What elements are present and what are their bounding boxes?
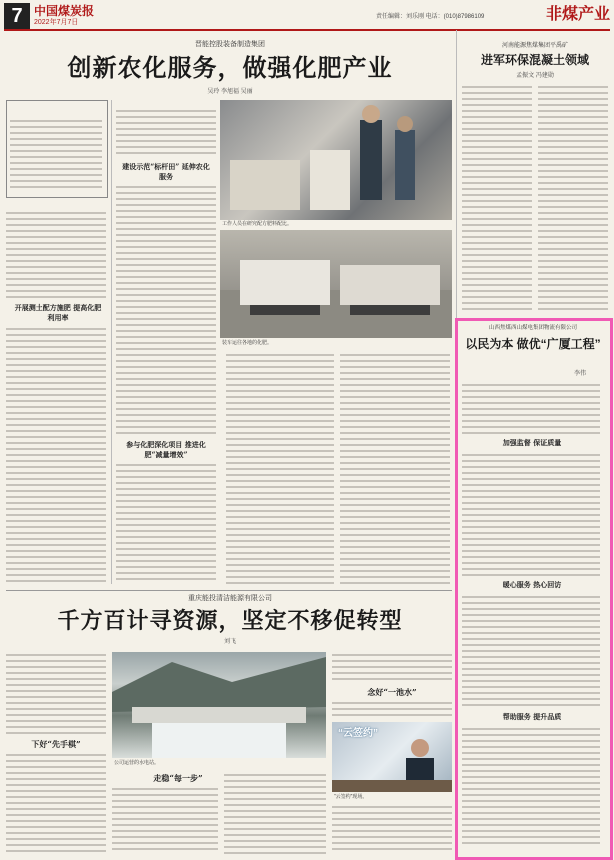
top-col3-text xyxy=(226,352,334,584)
right-article-kicker: 河南能源焦煤集团平禹矿 xyxy=(501,43,568,49)
box-sub2: 暖心服务 热心回访 xyxy=(502,580,562,589)
box-sub1: 加强监督 保证质量 xyxy=(502,438,562,447)
box-text-a xyxy=(462,382,600,434)
top-article-kicker: 晋能控股装备制造集团 xyxy=(195,41,265,48)
box-article-byline: 李伟 xyxy=(573,371,586,377)
top-photo1-caption: 工作人员在研究配方肥料配比。 xyxy=(222,221,293,227)
lead-text xyxy=(10,118,102,192)
section-rule xyxy=(6,590,452,591)
top-col2-text-c xyxy=(116,462,216,584)
bottom-col1-text-a xyxy=(6,652,106,734)
box-sub3: 帮助服务 提升品质 xyxy=(502,712,562,721)
box-text-c xyxy=(462,594,600,708)
box-text-d xyxy=(462,726,600,848)
top-col2-text-b xyxy=(116,184,216,436)
bottom-article-kicker: 重庆能投清洁能源有限公司 xyxy=(188,595,272,602)
top-col1-text-b xyxy=(6,326,106,584)
right-article-byline: 孟振文 冯建勋 xyxy=(516,73,554,79)
bottom-col3-text xyxy=(224,772,326,854)
bottom-article-byline: 刘飞 xyxy=(223,639,236,645)
right-article-headline: 进军环保混凝土领域 xyxy=(480,53,589,67)
bottom-article-headline: 千方百计寻资源，坚定不移促转型 xyxy=(57,608,403,633)
bottom-col2-text xyxy=(112,786,218,854)
editor-line: 责任编辑：刘乐刚 电话：(010)87986109 xyxy=(376,14,485,20)
top-sub1: 开展测土配方施肥 提高化肥利用率 xyxy=(14,303,102,322)
top-sub3: 参与化肥深化项目 推进化肥“减量增效” xyxy=(126,440,206,459)
bottom-col4-text-b xyxy=(332,700,452,720)
bottom-photo1-caption: 公司运营的水电站。 xyxy=(114,760,160,766)
box-article-headline xyxy=(460,336,606,352)
bottom-col4-text-a xyxy=(332,652,452,682)
top-col4-text xyxy=(340,352,450,584)
photo-cloud-signing xyxy=(332,722,452,792)
bottom-sub2: 走稳“每一步” xyxy=(153,773,203,783)
bottom-col4-text-c xyxy=(332,804,452,854)
photo-fertilizer-trucks-art xyxy=(220,230,452,338)
top-sub2: 建设示范“标杆田” 延伸农化服务 xyxy=(122,162,210,181)
page-number: 7 xyxy=(4,3,30,29)
bottom-col1-text-b xyxy=(6,752,106,854)
top-article-headline: 创新农化服务，做强化肥产业 xyxy=(67,55,393,82)
top-col2-text-a xyxy=(116,108,216,158)
photo-fertilizer-lab-art xyxy=(220,100,452,220)
column-rule xyxy=(456,30,457,318)
photo-fertilizer-lab xyxy=(220,100,452,220)
paper-name: 中国煤炭报 xyxy=(34,4,95,18)
column-rule xyxy=(111,100,112,584)
box-article-headline-text: 以民为本 做优“广厦工程” xyxy=(465,337,601,351)
top-col1-text-a xyxy=(6,210,106,300)
top-photo2-caption: 装车运往各地的化肥。 xyxy=(222,340,273,346)
bottom-photo2-caption: “云签约”现场。 xyxy=(334,794,368,800)
cloud-signing-label: “云签约” xyxy=(338,728,378,739)
box-article-kicker: 山西焦煤西山煤电集团物流有限公司 xyxy=(488,325,577,331)
page-header xyxy=(4,3,610,31)
bottom-sub3: 念好“一池水” xyxy=(367,687,417,697)
issue-date: 2022年7月7日 xyxy=(34,19,79,26)
top-article-byline: 吴玲 李旭福 吴丽 xyxy=(207,89,253,95)
section-title: 非煤产业 xyxy=(545,6,610,23)
photo-hydropower xyxy=(112,652,326,758)
box-text-b xyxy=(462,452,600,576)
photo-fertilizer-trucks xyxy=(220,230,452,338)
bottom-sub1: 下好“先手棋” xyxy=(31,739,81,749)
photo-hydropower-art xyxy=(112,652,326,758)
right-col1-text xyxy=(462,84,532,312)
right-col2-text xyxy=(538,84,608,312)
